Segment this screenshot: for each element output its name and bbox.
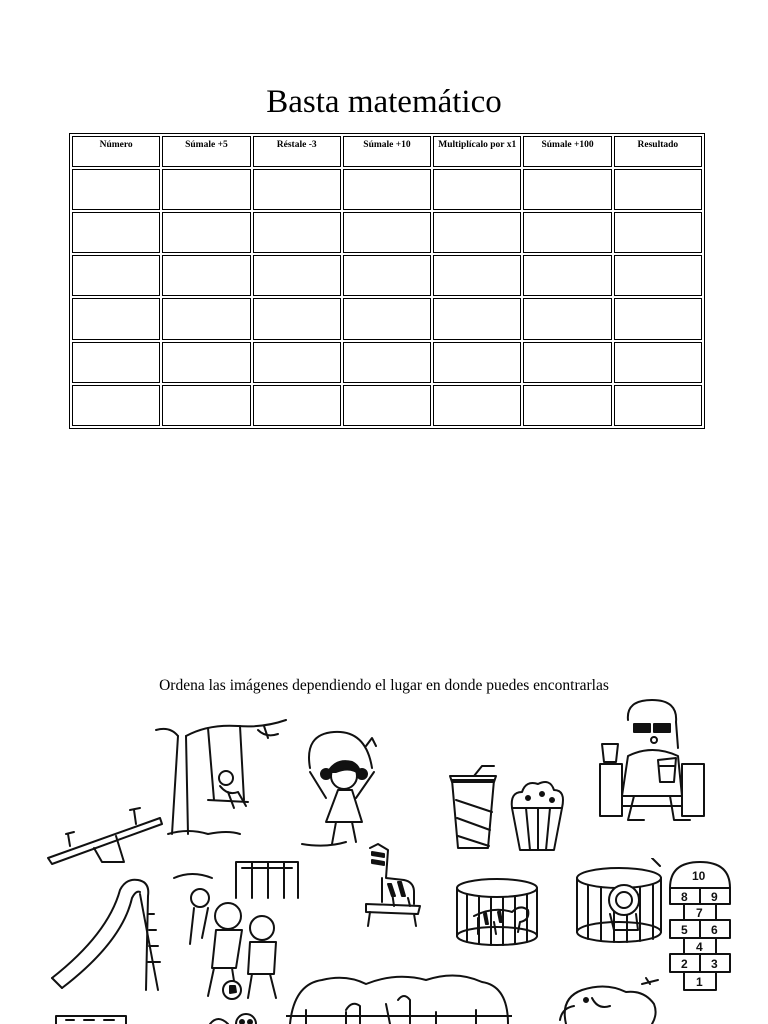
jump-rope-girl-icon	[296, 728, 392, 850]
header-restale-3: Réstale -3	[253, 136, 341, 167]
hop-9: 9	[711, 890, 718, 904]
header-resultado: Resultado	[614, 136, 702, 167]
activity-instruction: Ordena las imágenes dependiendo el lugar en donde puedes encontrarlas	[159, 677, 609, 694]
zebra-icon	[358, 842, 426, 928]
hop-4: 4	[696, 940, 703, 954]
hop-2: 2	[681, 957, 688, 971]
zoo-scene-icon	[286, 970, 512, 1024]
soccer-kids-icon	[172, 858, 300, 1008]
soda-cup-icon	[448, 764, 498, 850]
hop-8: 8	[681, 890, 688, 904]
hop-7: 7	[696, 906, 703, 920]
popcorn-icon	[508, 778, 566, 852]
hop-1: 1	[696, 975, 703, 989]
caged-tiger-icon	[454, 876, 540, 948]
header-numero: Número	[72, 136, 160, 167]
worksheet-title: Basta matemático	[266, 84, 502, 120]
header-sumale-100: Súmale +100	[523, 136, 611, 167]
hop-6: 6	[711, 923, 718, 937]
cinema-viewer-icon	[598, 696, 706, 824]
header-sumale-10: Súmale +10	[343, 136, 431, 167]
slide-icon	[48, 874, 162, 992]
elephant-icon	[546, 976, 664, 1024]
seesaw-icon	[44, 800, 164, 870]
header-multiplicalo: Multiplícalo por x1	[433, 136, 521, 167]
header-sumale-5: Súmale +5	[162, 136, 250, 167]
partial-reel-icon	[206, 1012, 262, 1024]
partial-picture-icon	[54, 1012, 128, 1024]
tree-swing-icon	[148, 716, 290, 838]
hop-5: 5	[681, 923, 688, 937]
hop-10: 10	[692, 869, 706, 883]
hop-3: 3	[711, 957, 718, 971]
